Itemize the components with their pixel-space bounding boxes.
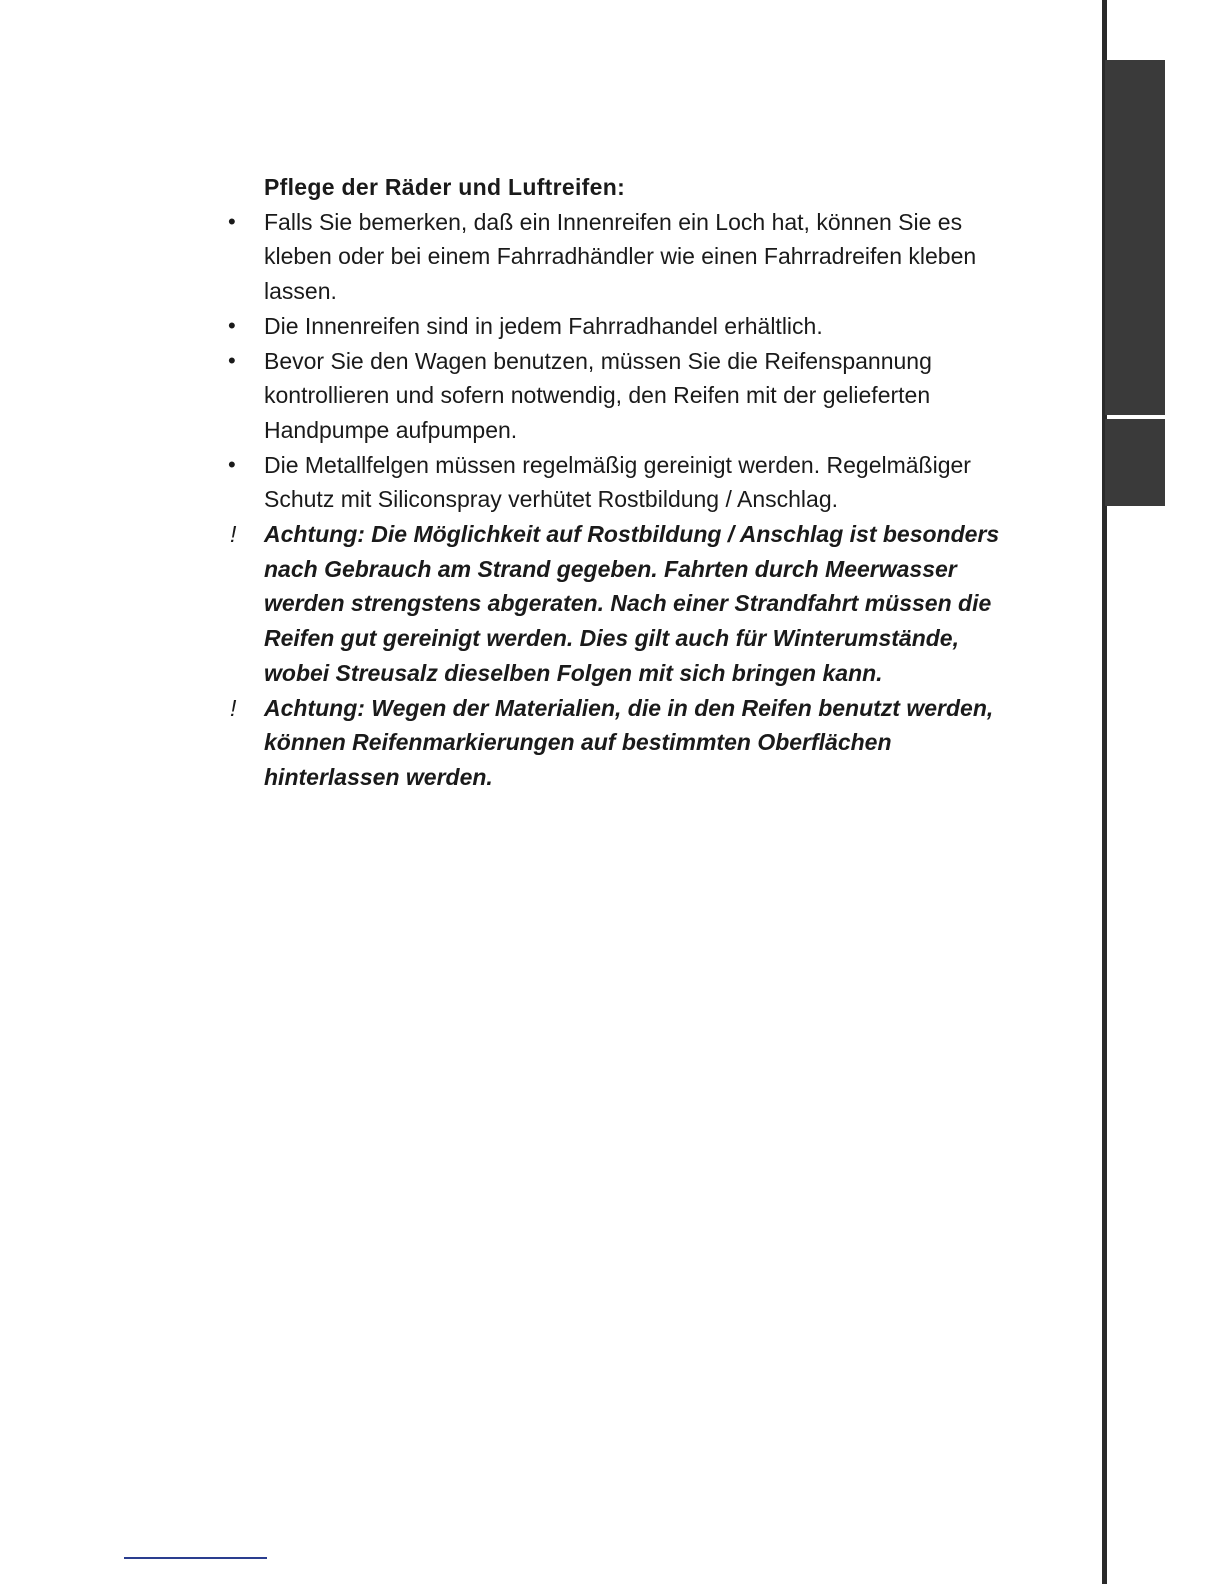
document-body — [228, 170, 1008, 795]
list-item — [228, 309, 1008, 344]
bullet-marker: • — [228, 451, 236, 477]
section-tab-marker — [1105, 60, 1165, 415]
bullet-marker: • — [228, 347, 236, 373]
list-item-text: Bevor Sie den Wagen benutzen, müssen Sie die Reifenspannung kontrollieren und sofern notwendig, den Reifen mit der gelieferten Handpumpe aufpumpen. — [264, 347, 932, 443]
list-item-text: Die Metallfelgen müssen regelmäßig gereinigt werden. Regelmäßiger Schutz mit Siliconspray verhütet Rostbildung / Anschlag. — [264, 451, 971, 513]
warning-marker: ! — [230, 694, 237, 721]
warning-text: Achtung: Wegen der Materialien, die in den Reifen benutzt werden, können Reifenmarkierungen auf bestimmten Oberflächen hinterlassen werden. — [264, 694, 994, 790]
list-item-text: Die Innenreifen sind in jedem Fahrradhandel erhältlich. — [264, 312, 823, 339]
list-item-text: Falls Sie bemerken, daß ein Innenreifen ein Loch hat, können Sie es kleben oder bei einem Fahrradhändler wie einen Fahrradreifen kleben lassen. — [264, 208, 977, 305]
bullet-marker: • — [228, 208, 236, 234]
footer-rule — [124, 1557, 267, 1559]
warning-item — [228, 691, 1008, 795]
section-tab-marker-secondary — [1105, 419, 1165, 506]
list-item — [228, 205, 1008, 309]
warning-marker: ! — [230, 521, 237, 548]
list-item — [228, 448, 1008, 517]
bullet-marker: • — [228, 312, 236, 338]
warning-item — [228, 517, 1008, 691]
warning-text: Achtung: Die Möglichkeit auf Rostbildung / Anschlag ist besonders nach Gebrauch am Strand gegeben. Fahrten durch Meerwasser werden strengstens abgeraten. Nach einer Strandfahrt müssen die Reifen gut gereinigt werden. Dies gilt auch für Winterumstände, wobei Streusalz dieselben Folgen mit sich bringen kann. — [264, 521, 1000, 686]
list-item — [228, 344, 1008, 448]
section-heading: Pflege der Räder und Luftreifen: — [264, 174, 626, 200]
